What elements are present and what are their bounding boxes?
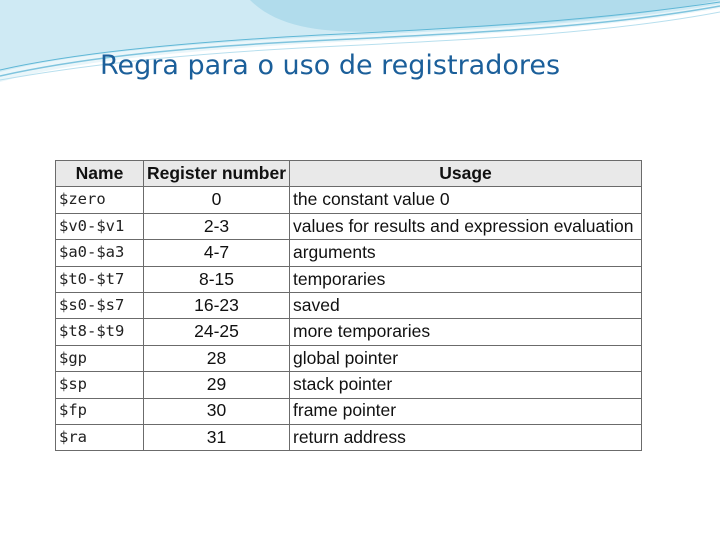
table-row bbox=[56, 266, 642, 292]
column-header-name: Name bbox=[56, 161, 144, 187]
slide-title: Regra para o uso de registradores bbox=[100, 50, 561, 81]
register-number: 2-3 bbox=[144, 213, 290, 239]
table-row bbox=[56, 424, 642, 450]
register-usage: return address bbox=[290, 424, 642, 450]
register-usage: the constant value 0 bbox=[290, 187, 642, 213]
table-row bbox=[56, 187, 642, 213]
register-number: 16-23 bbox=[144, 292, 290, 318]
register-name: $sp bbox=[56, 372, 144, 398]
register-number: 29 bbox=[144, 372, 290, 398]
register-usage: frame pointer bbox=[290, 398, 642, 424]
table-row bbox=[56, 319, 642, 345]
register-name: $zero bbox=[56, 187, 144, 213]
register-number: 4-7 bbox=[144, 240, 290, 266]
register-number: 31 bbox=[144, 424, 290, 450]
table-row bbox=[56, 372, 642, 398]
register-number: 0 bbox=[144, 187, 290, 213]
register-usage: arguments bbox=[290, 240, 642, 266]
register-usage: saved bbox=[290, 292, 642, 318]
register-table bbox=[55, 160, 642, 451]
table-header-row bbox=[56, 161, 642, 187]
register-number: 28 bbox=[144, 345, 290, 371]
register-name: $ra bbox=[56, 424, 144, 450]
column-header-usage: Usage bbox=[290, 161, 642, 187]
register-number: 8-15 bbox=[144, 266, 290, 292]
register-usage: more temporaries bbox=[290, 319, 642, 345]
column-header-number: Register number bbox=[144, 161, 290, 187]
table-row bbox=[56, 240, 642, 266]
register-usage: values for results and expression evaluation bbox=[290, 213, 642, 239]
table-row bbox=[56, 292, 642, 318]
table-row bbox=[56, 345, 642, 371]
register-usage: temporaries bbox=[290, 266, 642, 292]
register-name: $a0-$a3 bbox=[56, 240, 144, 266]
register-name: $gp bbox=[56, 345, 144, 371]
register-name: $s0-$s7 bbox=[56, 292, 144, 318]
register-name: $t8-$t9 bbox=[56, 319, 144, 345]
table-row bbox=[56, 213, 642, 239]
register-number: 30 bbox=[144, 398, 290, 424]
register-usage: stack pointer bbox=[290, 372, 642, 398]
register-name: $fp bbox=[56, 398, 144, 424]
register-usage: global pointer bbox=[290, 345, 642, 371]
register-number: 24-25 bbox=[144, 319, 290, 345]
register-name: $t0-$t7 bbox=[56, 266, 144, 292]
table-row bbox=[56, 398, 642, 424]
register-name: $v0-$v1 bbox=[56, 213, 144, 239]
